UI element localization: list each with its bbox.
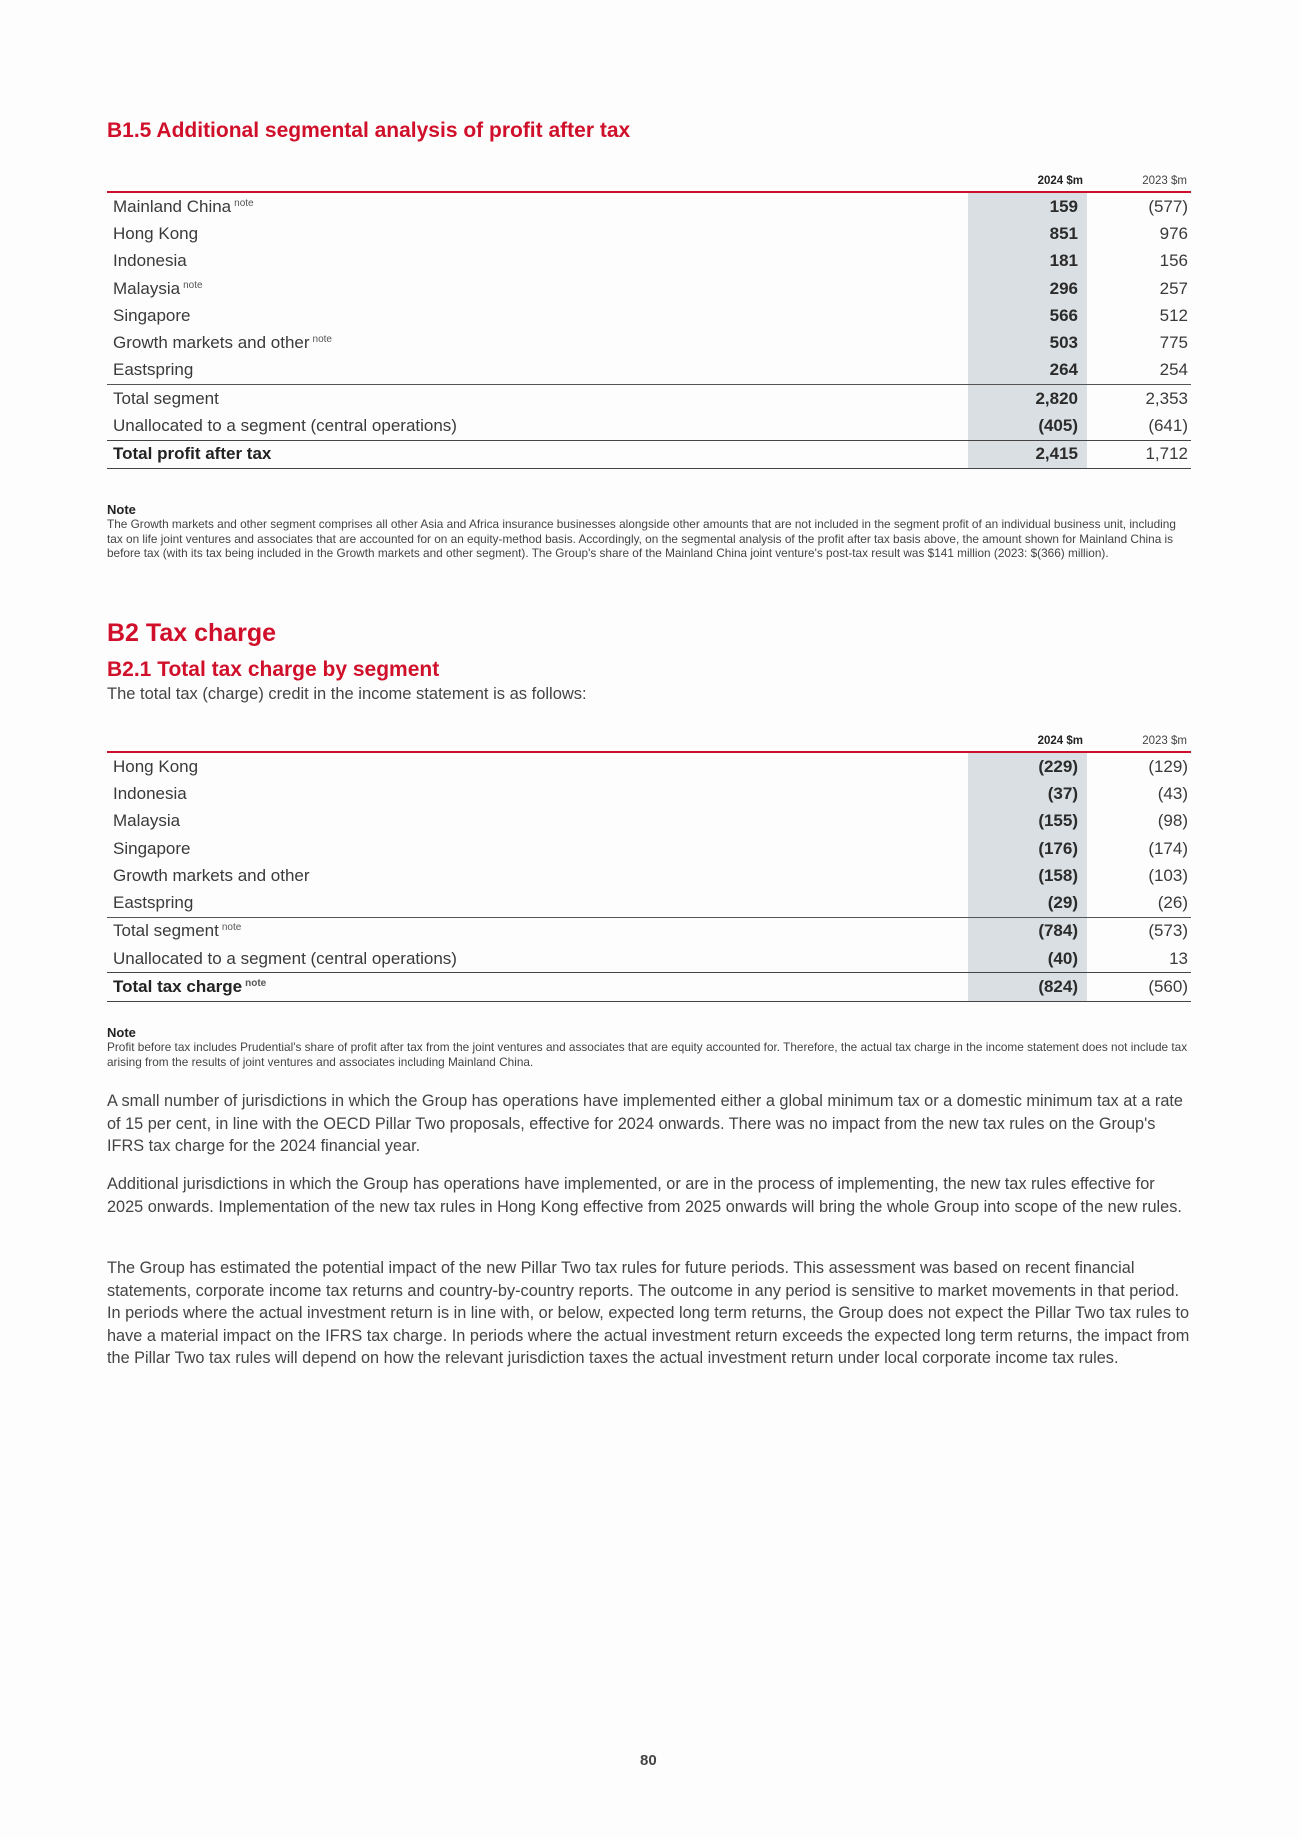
note-marker: note [245,978,267,990]
note-marker: note [183,279,203,291]
row-label: Growth markets and other [113,333,310,353]
row-label: Eastspring [113,360,194,380]
value-2024: (784) [968,917,1087,945]
value-2023: (26) [1157,893,1188,913]
b15-note-text: The Growth markets and other segment comprises all other Asia and Africa insurance businesses alongside other amounts that are not included in the segment profit of an individual business unit, including tax on life joint ventures and associates that are accounted for on an equity-method basis. Accordingly, on the segmental analysis of the profit after tax basis above, the amount shown for Mainland China is before tax (with its tax being included in the Growth markets and other segment). The Group's share of the Mainland China joint venture's post-tax result was $141 million (2023: $(366) million). [107,517,1176,560]
section-b21-intro: The total tax (charge) credit in the income statement is as follows: [107,685,587,703]
table-row [107,248,1191,275]
row-label: Total tax charge [113,977,243,997]
table-row [107,945,1191,973]
b2-note-heading: Note [107,1025,136,1040]
section-b15-title: B1.5 Additional segmental analysis of profit after tax [107,119,631,142]
row-label: Malaysia [113,278,181,298]
row-label: Eastspring [113,893,194,913]
value-2023: (560) [1087,973,1191,1001]
row-label-cell [107,835,968,862]
section-b2-title: B2 Tax charge [107,619,277,647]
table-row [107,889,1191,917]
row-label: Hong Kong [113,756,199,776]
value-2024: 566 [968,302,1087,329]
value-2023: (129) [1148,756,1188,776]
note-marker: note [221,922,242,934]
b2-note-text: Profit before tax includes Prudential's share of profit after tax from the joint ventures and associates that are equity accounted for. Therefore, the actual tax charge in the income statement does not include tax arising from the results of joint ventures and associates including Mainland China. [107,1040,1188,1069]
row-label-cell [107,752,968,780]
value-2024: 159 [968,192,1087,220]
value-2023: (641) [1148,416,1188,436]
value-2024: 2,820 [968,385,1087,413]
value-2023: 13 [1169,948,1188,968]
row-label: Unallocated to a segment (central operations) [113,948,457,968]
value-2023: 1,712 [1087,440,1191,468]
row-label: Indonesia [113,783,187,803]
row-label-cell [107,973,968,1001]
value-2024: (37) [968,780,1087,807]
value-2024: (229) [968,752,1087,780]
row-label: Total segment [113,921,219,941]
page-number: 80 [640,1752,657,1769]
value-2024: 181 [968,248,1087,275]
table-row [107,440,1191,468]
row-label-cell [107,275,968,302]
row-label-cell [107,917,968,945]
table-row [107,385,1191,413]
row-label-cell [107,357,968,385]
value-2023: (573) [1087,917,1191,945]
value-2024: (176) [968,835,1087,862]
value-2023: (103) [1148,865,1188,885]
value-2024: 264 [968,357,1087,385]
value-2023: 976 [1159,223,1188,243]
value-2023: (98) [1157,811,1188,831]
value-2023: (43) [1157,783,1188,803]
table-row [107,357,1191,385]
value-2023: (174) [1148,838,1188,858]
col-2023-header: 2023 $m [1142,175,1187,187]
table-header-row [107,174,1191,192]
value-2023: 156 [1159,251,1188,271]
row-label-cell [107,808,968,835]
table-row [107,752,1191,780]
table-row [107,275,1191,302]
row-label-cell [107,220,968,247]
col-2023-header: 2023 $m [1142,735,1187,747]
value-2024: 296 [968,275,1087,302]
value-2024: (824) [968,973,1087,1001]
row-label: Indonesia [113,251,187,271]
table-header-row [107,734,1191,752]
paragraph: The Group has estimated the potential impact of the new Pillar Two tax rules for future periods. This assessment was based on recent financial statements, corporate income tax returns and country-by-country reports. The outcome in any period is sensitive to market movements in that period. In periods where the actual investment return is in line with, or below, expected long term returns, the Group does not expect the Pillar Two tax rules to have a material impact on the IFRS tax charge. In periods where the actual investment return exceeds the expected long term returns, the impact from the Pillar Two tax rules will depend on how the relevant jurisdiction taxes the actual investment return under local corporate income tax rules. [107,1259,1190,1367]
table-row [107,192,1191,220]
row-label: Growth markets and other [113,865,310,885]
col-2024-header: 2024 $m [1037,175,1083,187]
value-2024: 503 [968,329,1087,356]
row-label-cell [107,862,968,889]
value-2023: 512 [1159,305,1188,325]
row-label: Total segment [113,388,219,408]
row-label: Singapore [113,838,191,858]
row-label: Unallocated to a segment (central operations) [113,416,457,436]
value-2024: (29) [968,889,1087,917]
note-marker: note [234,197,254,209]
table-row [107,302,1191,329]
value-2023: 2,353 [1087,385,1191,413]
section-b21-title: B2.1 Total tax charge by segment [107,658,440,681]
value-2023: 775 [1159,333,1188,353]
row-label-cell [107,192,968,220]
paragraph: Additional jurisdictions in which the Group has operations have implemented, or are in the process of implementing, the new tax rules effective for 2025 onwards. Implementation of the new tax rules in Hong Kong effective from 2025 onwards will bring the whole Group into scope of the new rules. [107,1175,1182,1216]
value-2024: (40) [968,945,1087,973]
profit-after-tax-table [107,174,1191,469]
row-label-cell [107,945,968,973]
table-row [107,808,1191,835]
col-2024-header: 2024 $m [1037,735,1083,747]
row-label-cell [107,302,968,329]
table-row [107,917,1191,945]
row-label-cell [107,440,968,468]
b15-note-heading: Note [107,502,136,517]
table-row [107,329,1191,356]
row-label-cell [107,385,968,413]
table-row [107,780,1191,807]
value-2023: 254 [1159,360,1188,380]
row-label-cell [107,412,968,440]
row-label-cell [107,780,968,807]
value-2024: (155) [968,808,1087,835]
table-row [107,835,1191,862]
row-label-cell [107,889,968,917]
table-row [107,412,1191,440]
value-2023: (577) [1148,196,1188,216]
row-label: Singapore [113,305,191,325]
value-2024: (405) [968,412,1087,440]
row-label: Malaysia [113,811,181,831]
row-label: Hong Kong [113,223,199,243]
row-label: Total profit after tax [113,444,272,464]
paragraph: A small number of jurisdictions in which the Group has operations have implemented either a global minimum tax or a domestic minimum tax at a rate of 15 per cent, in line with the OECD Pillar Two proposals, effective for 2024 onwards. There was no impact from the new tax rules on the Group's IFRS tax charge for the 2024 financial year. [107,1092,1183,1155]
value-2024: (158) [968,862,1087,889]
row-label-cell [107,248,968,275]
tax-charge-table [107,734,1191,1002]
value-2023: 257 [1159,278,1188,298]
row-label-cell [107,329,968,356]
row-label: Mainland China [113,196,232,216]
table-row [107,220,1191,247]
note-marker: note [312,334,332,346]
table-row [107,862,1191,889]
value-2024: 851 [968,220,1087,247]
table-row [107,973,1191,1001]
value-2024: 2,415 [968,440,1087,468]
